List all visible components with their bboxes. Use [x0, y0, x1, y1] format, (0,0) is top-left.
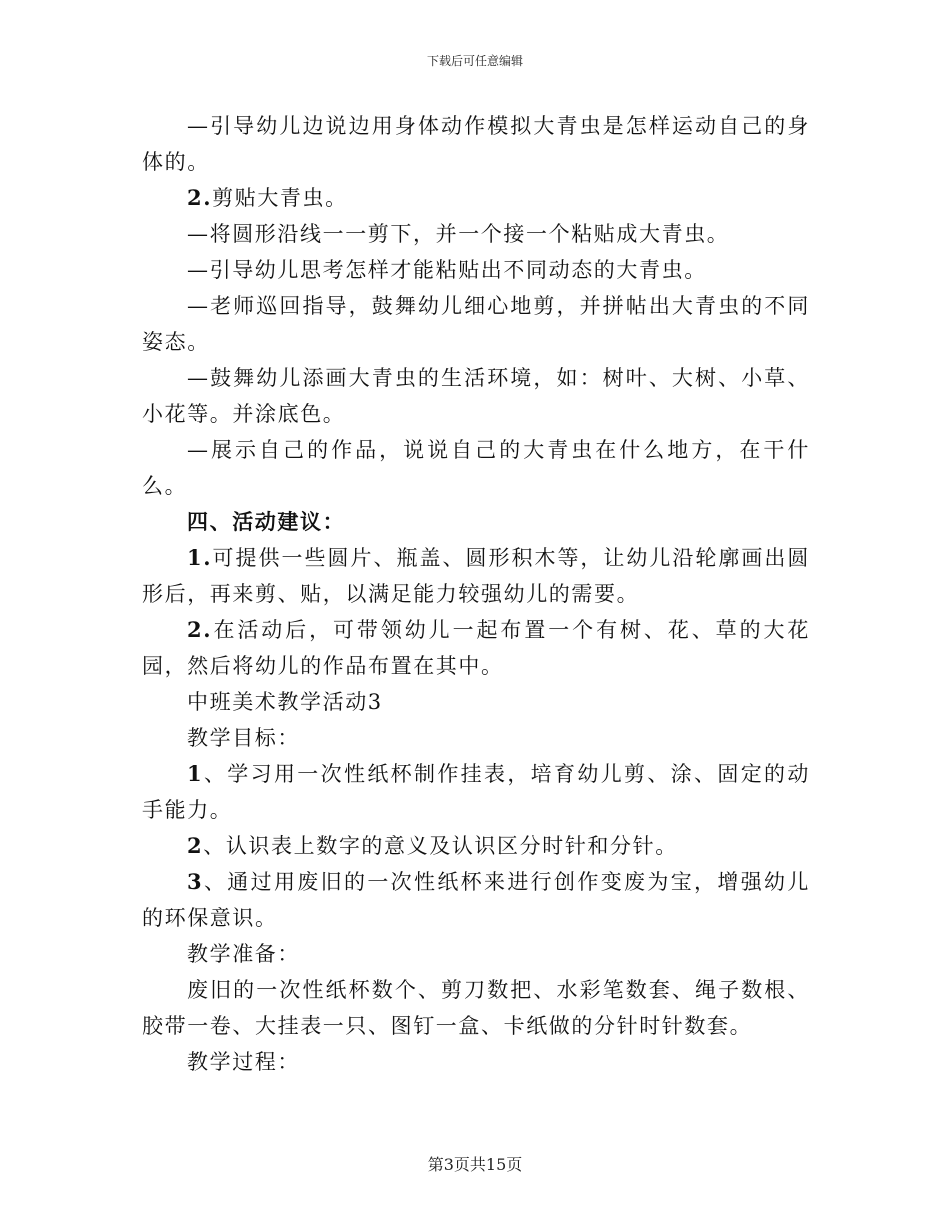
- section-heading: [142, 504, 810, 540]
- list-number: 1: [187, 761, 204, 786]
- paragraph-text: 中班美术教学活动3: [187, 690, 383, 714]
- paragraph-text: 、通过用废旧的一次性纸杯来进行创作变废为宝，增强幼儿的环保意识。: [142, 870, 810, 930]
- list-number: 3: [187, 869, 204, 894]
- paragraph: [142, 972, 810, 1044]
- paragraph: [142, 360, 810, 432]
- paragraph: [142, 108, 810, 180]
- paragraph-text: 可提供一些圆片、瓶盖、圆形积木等，让幼儿沿轮廓画出圆形后，再来剪、贴，以满足能力较强幼儿的需要。: [142, 546, 810, 606]
- list-number: 2: [187, 833, 204, 858]
- paragraph-text: 、认识表上数字的意义及认识区分时针和分针。: [203, 834, 678, 858]
- subheading: [142, 936, 810, 972]
- paragraph: [142, 288, 810, 360]
- activity-title: [142, 684, 810, 720]
- page-header: 下载后可任意编辑: [426, 54, 523, 68]
- paragraph-text: 教学目标：: [187, 726, 300, 750]
- list-number: 1.: [187, 545, 213, 570]
- subheading: [142, 720, 810, 756]
- paragraph-text: —鼓舞幼儿添画大青虫的生活环境，如：树叶、大树、小草、小花等。并涂底色。: [142, 366, 810, 426]
- paragraph: [142, 216, 810, 252]
- paragraph-text: 、学习用一次性纸杯制作挂表，培育幼儿剪、涂、固定的动手能力。: [142, 762, 810, 822]
- paragraph-text: —将圆形沿线一一剪下，并一个接一个粘贴成大青虫。: [187, 222, 730, 246]
- paragraph: [142, 612, 810, 684]
- document-body: [142, 108, 810, 1080]
- paragraph-text: 在活动后，可带领幼儿一起布置一个有树、花、草的大花园，然后将幼儿的作品布置在其中。: [142, 618, 810, 678]
- paragraph-text: —引导幼儿思考怎样才能粘贴出不同动态的大青虫。: [187, 258, 707, 282]
- paragraph: [142, 756, 810, 828]
- paragraph-text: 剪贴大青虫。: [212, 186, 348, 210]
- paragraph: [142, 180, 810, 216]
- paragraph-text: —引导幼儿边说边用身体动作模拟大青虫是怎样运动自己的身体的。: [142, 114, 810, 174]
- paragraph: [142, 252, 810, 288]
- paragraph: [142, 864, 810, 936]
- paragraph: [142, 828, 810, 864]
- paragraph: [142, 540, 810, 612]
- page-number-footer: 第3页共15页: [427, 1155, 523, 1174]
- section-heading-text: 四、活动建议：: [187, 509, 346, 534]
- list-number: 2.: [187, 185, 213, 210]
- paragraph-text: 教学准备：: [187, 942, 300, 966]
- paragraph: [142, 432, 810, 504]
- paragraph-text: 教学过程：: [187, 1050, 300, 1074]
- list-number: 2.: [187, 617, 213, 642]
- subheading: [142, 1044, 810, 1080]
- paragraph-text: 废旧的一次性纸杯数个、剪刀数把、水彩笔数套、绳子数根、胶带一卷、大挂表一只、图钉一盒、卡纸做的分针时针数套。: [142, 978, 810, 1038]
- paragraph-text: —老师巡回指导，鼓舞幼儿细心地剪，并拼帖出大青虫的不同姿态。: [142, 294, 810, 354]
- paragraph-text: —展示自己的作品，说说自己的大青虫在什么地方，在干什么。: [142, 438, 810, 498]
